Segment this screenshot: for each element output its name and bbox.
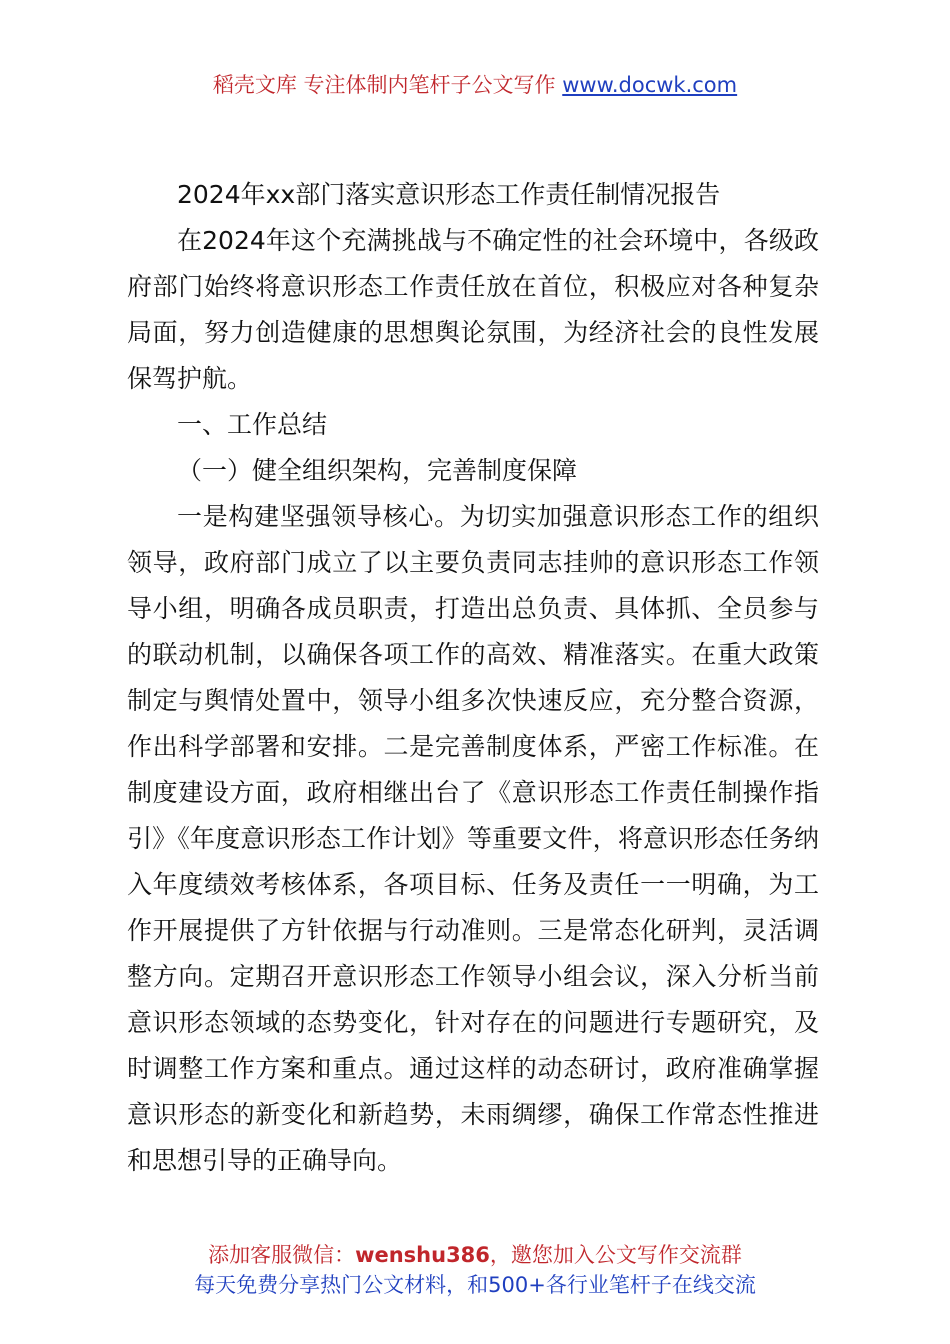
footer-promo-line: 每天免费分享热门公文材料，和500+各行业笔杆子在线交流 — [194, 1273, 756, 1297]
document-body — [127, 172, 819, 1184]
document-title: 2024年xx部门落实意识形态工作责任制情况报告 — [177, 180, 721, 209]
page-footer — [0, 1240, 950, 1300]
section-heading: 一、工作总结 — [177, 410, 328, 439]
footer-prefix: 添加客服微信： — [208, 1243, 356, 1267]
page-header — [0, 70, 950, 100]
wechat-id: wenshu386 — [355, 1243, 490, 1267]
body-paragraph: 一是构建坚强领导核心。为切实加强意识形态工作的组织领导，政府部门成立了以主要负责同志挂帅的意识形态工作领导小组，明确各成员职责，打造出总负责、具体抓、全员参与的联动机制，以确保各项工作的高效、精准落实。在重大政策制定与舆情处置中，领导小组多次快速反应，充分整合资源，作出科学部署和安排。二是完善制度体系，严密工作标准。在制度建设方面，政府相继出台了《意识形态工作责任制操作指引》《年度意识形态工作计划》等重要文件，将意识形态任务纳入年度绩效考核体系，各项目标、任务及责任一一明确，为工作开展提供了方针依据与行动准则。三是常态化研判，灵活调整方向。定期召开意识形态工作领导小组会议，深入分析当前意识形态领域的态势变化，针对存在的问题进行专题研究，及时调整工作方案和重点。通过这样的动态研讨，政府准确掌握意识形态的新变化和新趋势，未雨绸缪，确保工作常态性推进和思想引导的正确导向。 — [127, 502, 819, 1175]
website-link[interactable]: www.docwk.com — [562, 73, 738, 97]
intro-paragraph: 在2024年这个充满挑战与不确定性的社会环境中，各级政府部门始终将意识形态工作责任放在首位，积极应对各种复杂局面，努力创造健康的思想舆论氛围，为经济社会的良性发展保驾护航。 — [127, 226, 819, 393]
footer-suffix: ，邀您加入公文写作交流群 — [489, 1243, 742, 1267]
subsection-heading: （一）健全组织架构，完善制度保障 — [177, 456, 578, 485]
brand-slogan: 稻壳文库 专注体制内笔杆子公文写作 — [212, 73, 556, 97]
footer-contact-line — [0, 1240, 950, 1270]
